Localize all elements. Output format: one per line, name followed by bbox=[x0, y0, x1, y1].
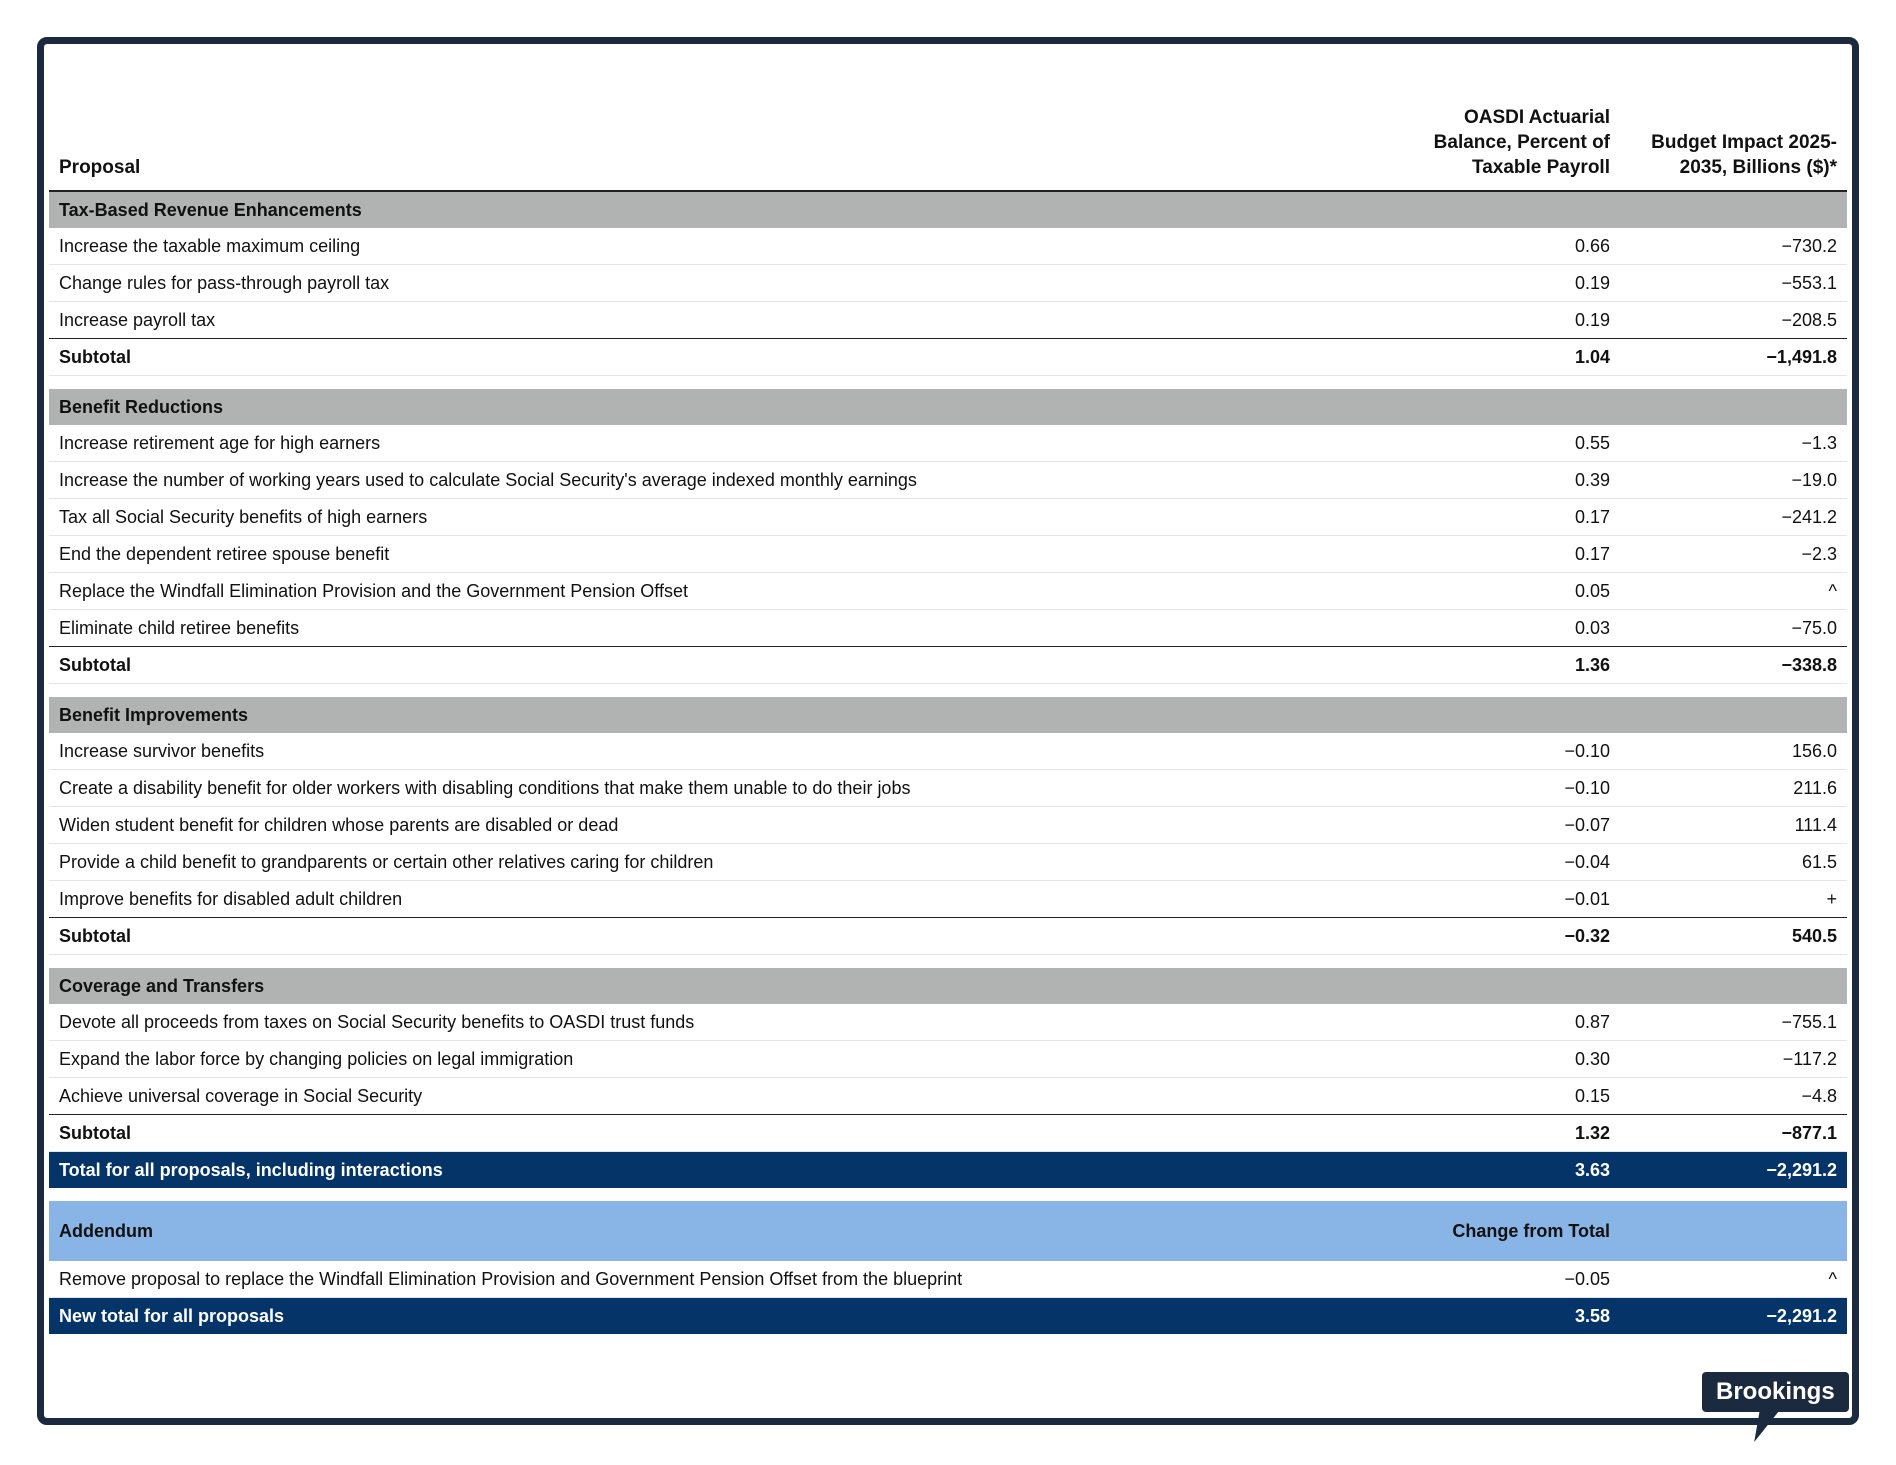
oasdi-value: −0.04 bbox=[1395, 844, 1620, 881]
proposals-table bbox=[49, 50, 1847, 1334]
spacer-cell bbox=[49, 376, 1847, 390]
new-total-row bbox=[49, 1298, 1847, 1335]
addendum-empty bbox=[1620, 1201, 1847, 1261]
subtotal-budget: −877.1 bbox=[1620, 1115, 1847, 1152]
subtotal-oasdi: 1.32 bbox=[1395, 1115, 1620, 1152]
oasdi-value: 0.30 bbox=[1395, 1041, 1620, 1078]
oasdi-value: −0.01 bbox=[1395, 881, 1620, 918]
section-title: Coverage and Transfers bbox=[49, 968, 1847, 1004]
proposal-label: Tax all Social Security benefits of high earners bbox=[49, 499, 1395, 536]
oasdi-value: 0.19 bbox=[1395, 265, 1620, 302]
spacer-cell bbox=[49, 684, 1847, 698]
table-row bbox=[49, 610, 1847, 647]
budget-value: −1.3 bbox=[1620, 425, 1847, 462]
subtotal-label: Subtotal bbox=[49, 647, 1395, 684]
section-header-row bbox=[49, 389, 1847, 425]
addendum-budget: ^ bbox=[1620, 1261, 1847, 1298]
budget-value: −117.2 bbox=[1620, 1041, 1847, 1078]
oasdi-value: 0.39 bbox=[1395, 462, 1620, 499]
subtotal-oasdi: 1.36 bbox=[1395, 647, 1620, 684]
table-body bbox=[49, 191, 1847, 1334]
oasdi-value: 0.03 bbox=[1395, 610, 1620, 647]
table-container bbox=[49, 50, 1847, 1334]
brookings-logo: Brookings bbox=[1702, 1372, 1849, 1412]
spacer-cell bbox=[49, 1188, 1847, 1201]
section-header-row bbox=[49, 697, 1847, 733]
oasdi-value: 0.17 bbox=[1395, 536, 1620, 573]
proposal-label: Increase the taxable maximum ceiling bbox=[49, 228, 1395, 265]
table-row bbox=[49, 1004, 1847, 1041]
table-row bbox=[49, 228, 1847, 265]
oasdi-value: 0.05 bbox=[1395, 573, 1620, 610]
addendum-change-header: Change from Total bbox=[1395, 1201, 1620, 1261]
budget-value: −19.0 bbox=[1620, 462, 1847, 499]
oasdi-value: −0.10 bbox=[1395, 733, 1620, 770]
table-row bbox=[49, 265, 1847, 302]
oasdi-value: 0.66 bbox=[1395, 228, 1620, 265]
budget-value: ^ bbox=[1620, 573, 1847, 610]
new-total-label: New total for all proposals bbox=[49, 1298, 1395, 1335]
addendum-title: Addendum bbox=[49, 1201, 1395, 1261]
spacer-row bbox=[49, 376, 1847, 390]
subtotal-row bbox=[49, 918, 1847, 955]
total-oasdi: 3.63 bbox=[1395, 1152, 1620, 1189]
proposal-label: Change rules for pass-through payroll tax bbox=[49, 265, 1395, 302]
table-row bbox=[49, 770, 1847, 807]
proposal-label: Eliminate child retiree benefits bbox=[49, 610, 1395, 647]
table-row bbox=[49, 573, 1847, 610]
addendum-row bbox=[49, 1261, 1847, 1298]
new-total-budget: −2,291.2 bbox=[1620, 1298, 1847, 1335]
table-header-row bbox=[49, 50, 1847, 191]
budget-value: 211.6 bbox=[1620, 770, 1847, 807]
oasdi-value: 0.15 bbox=[1395, 1078, 1620, 1115]
budget-value: −755.1 bbox=[1620, 1004, 1847, 1041]
section-header-row bbox=[49, 191, 1847, 228]
table-row bbox=[49, 1041, 1847, 1078]
proposal-label: Create a disability benefit for older workers with disabling conditions that make them unable to do their jobs bbox=[49, 770, 1395, 807]
subtotal-oasdi: −0.32 bbox=[1395, 918, 1620, 955]
spacer-row bbox=[49, 1188, 1847, 1201]
subtotal-oasdi: 1.04 bbox=[1395, 339, 1620, 376]
spacer-cell bbox=[49, 955, 1847, 969]
subtotal-row bbox=[49, 339, 1847, 376]
header-oasdi: OASDI Actuarial Balance, Percent of Taxable Payroll bbox=[1395, 50, 1620, 191]
table-row bbox=[49, 881, 1847, 918]
section-title: Benefit Reductions bbox=[49, 389, 1847, 425]
proposal-label: Increase the number of working years used to calculate Social Security's average indexed monthly earnings bbox=[49, 462, 1395, 499]
spacer-row bbox=[49, 684, 1847, 698]
total-budget: −2,291.2 bbox=[1620, 1152, 1847, 1189]
budget-value: −553.1 bbox=[1620, 265, 1847, 302]
subtotal-row bbox=[49, 1115, 1847, 1152]
new-total-oasdi: 3.58 bbox=[1395, 1298, 1620, 1335]
proposal-label: End the dependent retiree spouse benefit bbox=[49, 536, 1395, 573]
proposal-label: Increase survivor benefits bbox=[49, 733, 1395, 770]
subtotal-label: Subtotal bbox=[49, 339, 1395, 376]
budget-value: 156.0 bbox=[1620, 733, 1847, 770]
table-row bbox=[49, 733, 1847, 770]
table-row bbox=[49, 425, 1847, 462]
header-budget: Budget Impact 2025-2035, Billions ($)* bbox=[1620, 50, 1847, 191]
addendum-label: Remove proposal to replace the Windfall Elimination Provision and Government Pension Offset from the blueprint bbox=[49, 1261, 1395, 1298]
table-row bbox=[49, 536, 1847, 573]
section-header-row bbox=[49, 968, 1847, 1004]
table-row bbox=[49, 302, 1847, 339]
section-title: Benefit Improvements bbox=[49, 697, 1847, 733]
table-row bbox=[49, 499, 1847, 536]
budget-value: 111.4 bbox=[1620, 807, 1847, 844]
subtotal-budget: −1,491.8 bbox=[1620, 339, 1847, 376]
oasdi-value: 0.19 bbox=[1395, 302, 1620, 339]
budget-value: −75.0 bbox=[1620, 610, 1847, 647]
proposal-label: Replace the Windfall Elimination Provision and the Government Pension Offset bbox=[49, 573, 1395, 610]
total-label: Total for all proposals, including interactions bbox=[49, 1152, 1395, 1189]
proposal-label: Improve benefits for disabled adult children bbox=[49, 881, 1395, 918]
budget-value: −241.2 bbox=[1620, 499, 1847, 536]
subtotal-budget: −338.8 bbox=[1620, 647, 1847, 684]
budget-value: 61.5 bbox=[1620, 844, 1847, 881]
total-row bbox=[49, 1152, 1847, 1189]
proposal-label: Increase retirement age for high earners bbox=[49, 425, 1395, 462]
proposal-label: Expand the labor force by changing policies on legal immigration bbox=[49, 1041, 1395, 1078]
proposal-label: Increase payroll tax bbox=[49, 302, 1395, 339]
addendum-oasdi: −0.05 bbox=[1395, 1261, 1620, 1298]
oasdi-value: 0.55 bbox=[1395, 425, 1620, 462]
proposal-label: Achieve universal coverage in Social Security bbox=[49, 1078, 1395, 1115]
subtotal-label: Subtotal bbox=[49, 1115, 1395, 1152]
subtotal-label: Subtotal bbox=[49, 918, 1395, 955]
addendum-header-row bbox=[49, 1201, 1847, 1261]
budget-value: + bbox=[1620, 881, 1847, 918]
budget-value: −2.3 bbox=[1620, 536, 1847, 573]
table-row bbox=[49, 807, 1847, 844]
proposal-label: Devote all proceeds from taxes on Social Security benefits to OASDI trust funds bbox=[49, 1004, 1395, 1041]
budget-value: −730.2 bbox=[1620, 228, 1847, 265]
budget-value: −4.8 bbox=[1620, 1078, 1847, 1115]
table-row bbox=[49, 844, 1847, 881]
oasdi-value: 0.87 bbox=[1395, 1004, 1620, 1041]
oasdi-value: −0.10 bbox=[1395, 770, 1620, 807]
table-row bbox=[49, 462, 1847, 499]
section-title: Tax-Based Revenue Enhancements bbox=[49, 191, 1847, 228]
proposal-label: Widen student benefit for children whose parents are disabled or dead bbox=[49, 807, 1395, 844]
oasdi-value: −0.07 bbox=[1395, 807, 1620, 844]
spacer-row bbox=[49, 955, 1847, 969]
subtotal-row bbox=[49, 647, 1847, 684]
header-proposal: Proposal bbox=[49, 50, 1395, 191]
proposal-label: Provide a child benefit to grandparents or certain other relatives caring for children bbox=[49, 844, 1395, 881]
subtotal-budget: 540.5 bbox=[1620, 918, 1847, 955]
oasdi-value: 0.17 bbox=[1395, 499, 1620, 536]
table-row bbox=[49, 1078, 1847, 1115]
budget-value: −208.5 bbox=[1620, 302, 1847, 339]
